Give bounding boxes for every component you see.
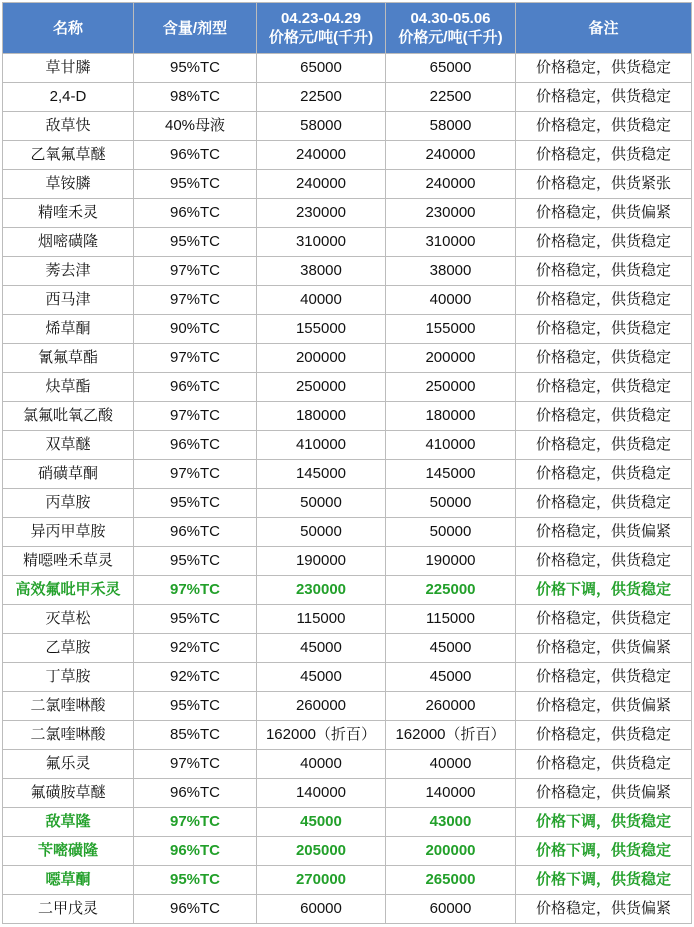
remark-cell: 价格下调，供货稳定	[516, 808, 691, 836]
price-prev-week-cell: 65000	[257, 54, 385, 82]
content-spec-cell: 98%TC	[134, 83, 256, 111]
herbicide-name-cell: 异丙甲草胺	[3, 518, 133, 546]
content-spec-cell: 85%TC	[134, 721, 256, 749]
table-row	[3, 460, 691, 488]
price-prev-week-cell: 240000	[257, 170, 385, 198]
remark-cell: 价格稳定，供货稳定	[516, 750, 691, 778]
content-spec-cell: 95%TC	[134, 170, 256, 198]
remark-cell: 价格稳定，供货稳定	[516, 286, 691, 314]
content-spec-cell: 95%TC	[134, 692, 256, 720]
header-price-curr-unit: 价格元/吨(千升)	[398, 29, 503, 46]
price-current-week-cell: 43000	[386, 808, 515, 836]
table-row	[3, 402, 691, 430]
content-spec-cell: 95%TC	[134, 228, 256, 256]
herbicide-name-cell: 丙草胺	[3, 489, 133, 517]
price-current-week-cell: 180000	[386, 402, 515, 430]
content-spec-cell: 97%TC	[134, 286, 256, 314]
remark-cell: 价格稳定，供货稳定	[516, 83, 691, 111]
herbicide-name-cell: 敌草隆	[3, 808, 133, 836]
content-spec-cell: 92%TC	[134, 634, 256, 662]
price-prev-week-cell: 40000	[257, 286, 385, 314]
header-note-label: 备注	[588, 19, 619, 37]
price-current-week-cell: 200000	[386, 344, 515, 372]
remark-cell: 价格下调，供货稳定	[516, 837, 691, 865]
header-name-label: 名称	[52, 19, 83, 37]
price-prev-week-cell: 230000	[257, 576, 385, 604]
price-prev-week-cell: 45000	[257, 634, 385, 662]
price-current-week-cell: 230000	[386, 199, 515, 227]
price-current-week-cell: 65000	[386, 54, 515, 82]
herbicide-name-cell: 噁草酮	[3, 866, 133, 894]
table-row	[3, 779, 691, 807]
herbicide-name-cell: 氯氟吡氧乙酸	[3, 402, 133, 430]
content-spec-cell: 95%TC	[134, 866, 256, 894]
price-current-week-cell: 45000	[386, 634, 515, 662]
remark-cell: 价格稳定，供货偏紧	[516, 692, 691, 720]
price-prev-week-cell: 58000	[257, 112, 385, 140]
price-prev-week-cell: 115000	[257, 605, 385, 633]
price-table-container	[2, 2, 692, 924]
herbicide-name-cell: 二氯喹啉酸	[3, 692, 133, 720]
table-row	[3, 663, 691, 691]
remark-cell: 价格稳定，供货稳定	[516, 489, 691, 517]
table-row	[3, 54, 691, 82]
herbicide-name-cell: 高效氟吡甲禾灵	[3, 576, 133, 604]
content-spec-cell: 95%TC	[134, 547, 256, 575]
table-row	[3, 808, 691, 836]
herbicide-name-cell: 苄嘧磺隆	[3, 837, 133, 865]
table-header	[3, 3, 691, 53]
table-row	[3, 286, 691, 314]
content-spec-cell: 97%TC	[134, 344, 256, 372]
herbicide-name-cell: 2,4-D	[3, 83, 133, 111]
table-row	[3, 750, 691, 778]
remark-cell: 价格稳定，供货稳定	[516, 344, 691, 372]
herbicide-name-cell: 西马津	[3, 286, 133, 314]
header-name-cell	[3, 3, 133, 53]
herbicide-name-cell: 炔草酯	[3, 373, 133, 401]
header-note-cell	[516, 3, 691, 53]
remark-cell: 价格稳定，供货稳定	[516, 431, 691, 459]
herbicide-name-cell: 敌草快	[3, 112, 133, 140]
remark-cell: 价格稳定，供货稳定	[516, 257, 691, 285]
herbicide-price-table	[2, 2, 692, 924]
remark-cell: 价格稳定，供货偏紧	[516, 895, 691, 923]
content-spec-cell: 97%TC	[134, 750, 256, 778]
price-current-week-cell: 190000	[386, 547, 515, 575]
price-prev-week-cell: 410000	[257, 431, 385, 459]
herbicide-name-cell: 硝磺草酮	[3, 460, 133, 488]
content-spec-cell: 96%TC	[134, 199, 256, 227]
remark-cell: 价格稳定，供货偏紧	[516, 199, 691, 227]
table-row	[3, 866, 691, 894]
price-prev-week-cell: 140000	[257, 779, 385, 807]
header-price-curr-cell	[386, 3, 515, 53]
header-spec-label: 含量/剂型	[162, 19, 228, 37]
herbicide-name-cell: 乙草胺	[3, 634, 133, 662]
remark-cell: 价格稳定，供货稳定	[516, 54, 691, 82]
price-prev-week-cell: 45000	[257, 663, 385, 691]
content-spec-cell: 96%TC	[134, 373, 256, 401]
remark-cell: 价格稳定，供货偏紧	[516, 518, 691, 546]
herbicide-name-cell: 双草醚	[3, 431, 133, 459]
content-spec-cell: 40%母液	[134, 112, 256, 140]
content-spec-cell: 96%TC	[134, 779, 256, 807]
price-prev-week-cell: 50000	[257, 489, 385, 517]
content-spec-cell: 95%TC	[134, 605, 256, 633]
price-current-week-cell: 240000	[386, 141, 515, 169]
price-current-week-cell: 50000	[386, 489, 515, 517]
table-row	[3, 228, 691, 256]
price-prev-week-cell: 162000（折百）	[257, 721, 385, 749]
remark-cell: 价格下调，供货稳定	[516, 866, 691, 894]
price-current-week-cell: 265000	[386, 866, 515, 894]
content-spec-cell: 92%TC	[134, 663, 256, 691]
price-current-week-cell: 410000	[386, 431, 515, 459]
price-current-week-cell: 58000	[386, 112, 515, 140]
remark-cell: 价格稳定，供货稳定	[516, 228, 691, 256]
remark-cell: 价格稳定，供货稳定	[516, 141, 691, 169]
content-spec-cell: 97%TC	[134, 402, 256, 430]
price-prev-week-cell: 155000	[257, 315, 385, 343]
price-current-week-cell: 40000	[386, 750, 515, 778]
price-current-week-cell: 145000	[386, 460, 515, 488]
price-current-week-cell: 200000	[386, 837, 515, 865]
price-prev-week-cell: 40000	[257, 750, 385, 778]
price-current-week-cell: 225000	[386, 576, 515, 604]
table-row	[3, 199, 691, 227]
price-prev-week-cell: 60000	[257, 895, 385, 923]
price-current-week-cell: 22500	[386, 83, 515, 111]
content-spec-cell: 97%TC	[134, 576, 256, 604]
header-price-prev-period: 04.23-04.29	[280, 10, 362, 27]
table-row	[3, 692, 691, 720]
table-body	[3, 54, 691, 923]
herbicide-name-cell: 莠去津	[3, 257, 133, 285]
table-row	[3, 895, 691, 923]
price-current-week-cell: 310000	[386, 228, 515, 256]
price-current-week-cell: 250000	[386, 373, 515, 401]
table-row	[3, 83, 691, 111]
remark-cell: 价格稳定，供货稳定	[516, 460, 691, 488]
herbicide-name-cell: 乙氧氟草醚	[3, 141, 133, 169]
content-spec-cell: 96%TC	[134, 895, 256, 923]
herbicide-name-cell: 烟嘧磺隆	[3, 228, 133, 256]
table-row	[3, 721, 691, 749]
herbicide-name-cell: 氟乐灵	[3, 750, 133, 778]
remark-cell: 价格稳定，供货紧张	[516, 170, 691, 198]
herbicide-name-cell: 氰氟草酯	[3, 344, 133, 372]
herbicide-name-cell: 丁草胺	[3, 663, 133, 691]
price-prev-week-cell: 190000	[257, 547, 385, 575]
herbicide-name-cell: 二甲戊灵	[3, 895, 133, 923]
herbicide-name-cell: 精噁唑禾草灵	[3, 547, 133, 575]
price-current-week-cell: 155000	[386, 315, 515, 343]
price-current-week-cell: 45000	[386, 663, 515, 691]
content-spec-cell: 96%TC	[134, 141, 256, 169]
herbicide-name-cell: 灭草松	[3, 605, 133, 633]
price-prev-week-cell: 145000	[257, 460, 385, 488]
price-prev-week-cell: 180000	[257, 402, 385, 430]
remark-cell: 价格下调，供货稳定	[516, 576, 691, 604]
price-prev-week-cell: 205000	[257, 837, 385, 865]
price-prev-week-cell: 200000	[257, 344, 385, 372]
table-row	[3, 141, 691, 169]
remark-cell: 价格稳定，供货偏紧	[516, 634, 691, 662]
price-prev-week-cell: 230000	[257, 199, 385, 227]
price-current-week-cell: 260000	[386, 692, 515, 720]
content-spec-cell: 97%TC	[134, 257, 256, 285]
header-spec-cell	[134, 3, 256, 53]
remark-cell: 价格稳定，供货偏紧	[516, 779, 691, 807]
herbicide-name-cell: 烯草酮	[3, 315, 133, 343]
content-spec-cell: 96%TC	[134, 518, 256, 546]
table-row	[3, 257, 691, 285]
price-current-week-cell: 38000	[386, 257, 515, 285]
table-row	[3, 634, 691, 662]
header-price-prev-cell	[257, 3, 385, 53]
table-row	[3, 315, 691, 343]
remark-cell: 价格稳定，供货稳定	[516, 112, 691, 140]
table-row	[3, 170, 691, 198]
table-row	[3, 112, 691, 140]
price-prev-week-cell: 22500	[257, 83, 385, 111]
table-row	[3, 518, 691, 546]
price-prev-week-cell: 310000	[257, 228, 385, 256]
content-spec-cell: 96%TC	[134, 431, 256, 459]
table-row	[3, 576, 691, 604]
price-current-week-cell: 162000（折百）	[386, 721, 515, 749]
content-spec-cell: 90%TC	[134, 315, 256, 343]
price-prev-week-cell: 240000	[257, 141, 385, 169]
content-spec-cell: 97%TC	[134, 460, 256, 488]
price-current-week-cell: 115000	[386, 605, 515, 633]
header-row	[3, 3, 691, 53]
price-prev-week-cell: 270000	[257, 866, 385, 894]
remark-cell: 价格稳定，供货稳定	[516, 605, 691, 633]
content-spec-cell: 97%TC	[134, 808, 256, 836]
price-current-week-cell: 240000	[386, 170, 515, 198]
table-row	[3, 344, 691, 372]
content-spec-cell: 96%TC	[134, 837, 256, 865]
table-row	[3, 605, 691, 633]
remark-cell: 价格稳定，供货稳定	[516, 373, 691, 401]
price-prev-week-cell: 260000	[257, 692, 385, 720]
remark-cell: 价格稳定，供货稳定	[516, 547, 691, 575]
remark-cell: 价格稳定，供货稳定	[516, 402, 691, 430]
table-row	[3, 431, 691, 459]
remark-cell: 价格稳定，供货稳定	[516, 663, 691, 691]
price-current-week-cell: 60000	[386, 895, 515, 923]
content-spec-cell: 95%TC	[134, 489, 256, 517]
herbicide-name-cell: 氟磺胺草醚	[3, 779, 133, 807]
herbicide-name-cell: 二氯喹啉酸	[3, 721, 133, 749]
price-prev-week-cell: 250000	[257, 373, 385, 401]
remark-cell: 价格稳定，供货稳定	[516, 315, 691, 343]
price-prev-week-cell: 45000	[257, 808, 385, 836]
price-prev-week-cell: 38000	[257, 257, 385, 285]
price-prev-week-cell: 50000	[257, 518, 385, 546]
herbicide-name-cell: 草甘膦	[3, 54, 133, 82]
table-row	[3, 373, 691, 401]
price-current-week-cell: 50000	[386, 518, 515, 546]
price-current-week-cell: 140000	[386, 779, 515, 807]
header-price-curr-period: 04.30-05.06	[410, 10, 491, 27]
table-row	[3, 489, 691, 517]
herbicide-name-cell: 精喹禾灵	[3, 199, 133, 227]
herbicide-name-cell: 草铵膦	[3, 170, 133, 198]
table-row	[3, 547, 691, 575]
table-row	[3, 837, 691, 865]
price-current-week-cell: 40000	[386, 286, 515, 314]
header-price-prev-unit: 价格元/吨(千升)	[268, 29, 374, 46]
remark-cell: 价格稳定，供货稳定	[516, 721, 691, 749]
content-spec-cell: 95%TC	[134, 54, 256, 82]
